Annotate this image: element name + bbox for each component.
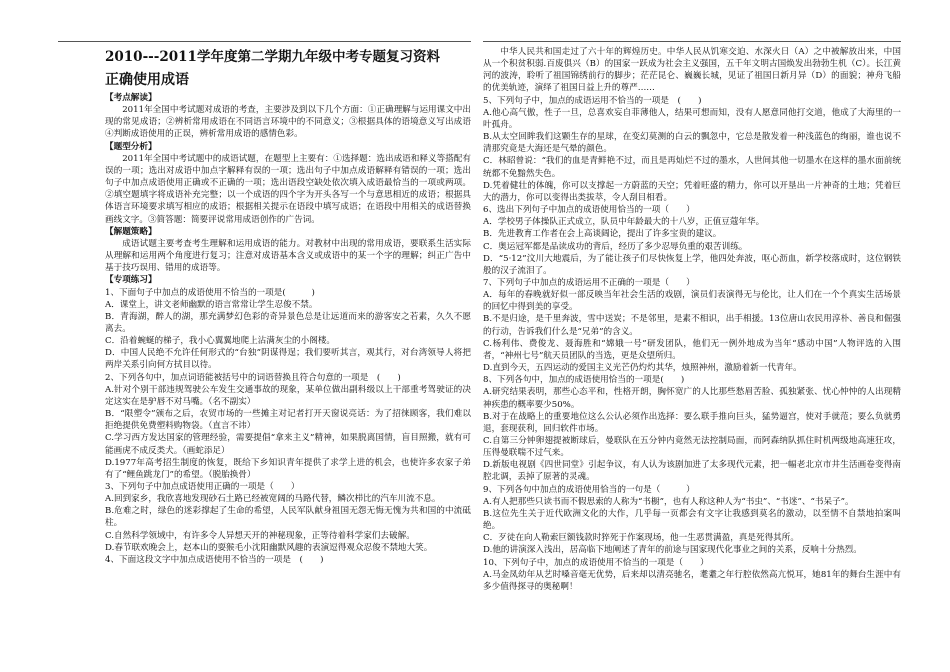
section-heading: 【专项练习】 [105,275,157,286]
question-option: D.1977年高考招生制度的恢复，既给下乡知识青年提供了求学上进的机会，也使许多农家子弟有了“鲤鱼跳龙门”的希望。（脱胎换骨） [105,457,471,480]
question-stem: 5、下列句子中，加点的成语运用不恰当的一项是 ( ) [483,95,702,106]
question-option: D.直到今天，五四运动的爱国主义光芒仍灼灼其华，烛照神州，激励着新一代青年。 [483,363,802,374]
question-option: A．课堂上，讲文老师幽默的语言常常让学生忍俊不禁。 [105,299,318,310]
top-rule-left [58,41,471,42]
question-option: D．“5·12”汶川大地震后，为了能让孩子们尽快恢复上学，他四处奔波，呕心沥血，新学校落成时，这位钢铁般的汉子流泪了。 [483,253,901,276]
question-option: A.有人把那些只读书而不假思索的人称为“书橱”，也有人称这种人为“书虫”、“书迷”、“书呆子”。 [483,496,854,507]
question-option: B.从太空回眸我们这颗生存的星球，在变幻莫测的白云的飘忽中，它总是散发着一种浅蓝色的绚丽，谁也说不清那究竟是大海还是气晕的颜色。 [483,132,901,155]
question-stem: 1、下面句子中加点的成语使用不恰当的一项是( ) [105,287,315,298]
question-stem: 9、下列各句中加点的成语使用恰当的一句是（ ） [483,484,695,495]
question-stem: 8、下列各句中，加点的成语使用恰当的一项是( ) [483,375,685,386]
question-option: C．沿着蜿蜒的梯子，我小心翼翼地爬上沾满灰尘的小阁楼。 [105,336,336,347]
question-option: D．中国人民绝不允许任何形式的“台独”阴谋得逞；我们要听其言，观其行，对台湾领导人将把两岸关系引向何方拭目以待。 [105,348,471,371]
question-option: A.研究结果表明，那些心态平和，性格开朗，胸怀宽广的人比那些愁眉苦脸、孤独紧张、忧心忡忡的人出现精神疾患的概率要少50%。 [483,387,901,410]
question-option: A．每年的春晚就好似一部反映当年社会生活的戏剧，演员们表演得无与伦比，让人们在一个个真实生活场景的回忆中得到美的享受。 [483,290,901,313]
question-option: B.这位先生关于近代欧洲文化的大作，几乎每一页都会有文字让我感到莫名的激动，以至情不自禁地拍案叫绝。 [483,508,901,532]
question-option: C．奥运冠军都是品读成功的背后，经历了多少忍辱负重的艰苦训练。 [483,241,748,252]
question-option: B．“限塑令”颁布之后，农贸市场的一些摊主对记者打开天窗说亮话：为了招徕顾客，我们难以拒绝提供免费塑料购物袋。（直言不讳） [105,409,471,432]
question-stem: 6、选出下列句子中加点的成语使用恰当的一项（ ） [483,205,695,216]
section-body: 成语试题主要考查考生理解和运用成语的能力。对教材中出现的常用成语，要联系生活实际从理解和运用两个角度进行复习；注意对成语基本含义或成语中的某一个字的理解；纠正广告中基于技巧误用、错用的成语等。 [105,238,471,274]
question-option: A.回到家乡，我欣喜地发现砂石土路已经被宽阔的马路代替，鳞次栉比的汽车川流不息。 [105,494,441,505]
question-option: C．歹徒在向人勒索巨额钱款时猝死于作案现场，他一生恶贯满盈，真是死得其所。 [483,533,799,544]
question-option: B．先进教育工作者在会上高谈阔论，提出了许多宝贵的建议。 [483,229,722,240]
question-option: B．青海湖，醉人的湖，那充满梦幻色彩的奇异景色总是让远道而来的游客安之若素，久久不愿离去。 [105,311,471,334]
section-body: 2011年全国中考试题对成语的考查，主要涉及到以下几个方面：①正确理解与运用课文中出现的常见成语；②辨析常用成语在不同语言环境中的不同意义；③根据具体的语境意义写出成语④判断成语使用的正误，辨析常用成语的感情色彩。 [105,105,471,140]
question-stem: 10、下列句子中，加点的成语使用不恰当的一项是（ ） [483,557,709,568]
top-rule-right [483,41,901,42]
question-stem: 2、下列各句中，加点词语能被括号中的词语替换且符合句意的一项是 ( ) [105,372,401,383]
right-column [483,46,901,593]
question-passage: 中华人民共和国走过了六十年的辉煌历史。中华人民从饥寒交迫、水深火日（A）之中被解放出来，中国从一个积贫积弱.百废俱兴（B）的国家一跃成为社会主义强国，五千年文明古国焕发出勃勃生机（C）。长江黄河的波涛，聆听了祖国锦绣前行的脚步；茫茫昆仑、巍巍长城，见证了祖国日新月异（D）的面貌；神舟飞船的优美轨迹，演绎了祖国日益上升的尊严…… [483,47,901,94]
section-heading: 【题型分析】 [105,141,157,152]
question-option: C.自然科学领域中，有许多令人异想天开的神秘现象，正等待着科学家们去破解。 [105,530,415,541]
question-option: C.杨利伟、费俊龙、聂海胜和“嫦娥一号”研发团队，他们无一例外地成为当年“感动中国”人物评选的入围者，“神州七号”航天员团队的当选，更是众望所归。 [483,338,901,361]
question-option: D.新版电视剧《四世同堂》引起争议，有人认为该剧加进了太多现代元素，把一幅老北京市井生活画卷变得南腔北调，丢掉了原著的灵魂。 [483,460,901,483]
document-title: 2010---2011学年度第二学期九年级中考专题复习资料 [105,49,440,65]
question-stem: 3、下列句子中加点成语使用正确的一项是（ ） [105,482,300,492]
question-option: A．学校男子体操队正式成立，队员中年龄最大的十八岁，正值豆蔻年华。 [483,217,765,228]
question-option: A.针对个别干部违规驾驶公车发生交通事故的现象，某单位做出副科级以上干部重考驾驶证的决定这实在是驴唇不对马嘴。（名不副实） [105,384,471,407]
question-option: D.凭着健壮的体魄，你可以支撑起一方蔚蓝的天空；凭着旺盛的精力，你可以开垦出一片神奇的土地；凭着巨大的潜力，你可以变得出类拔萃，令人刮目相看。 [483,180,901,203]
question-option: A.马金凤幼年从艺时嗓音毫无优势，后来却以清亮驰名，耄耋之年行腔依然高亢悦耳，她81年的舞台生涯中有多少值得探寻的奥秘啊！ [483,569,901,592]
section-heading: 【考点解读】 [105,93,157,103]
question-option: B.危难之时，绿色的迷彩撑起了生命的希望，人民军队献身祖国无怨无悔无愧为共和国的中流砥柱。 [105,506,471,529]
document-subtitle: 正确使用成语 [105,72,189,88]
question-option: C.学习西方发达国家的管理经验，需要提倡“拿来主义”精神，如果脱离国情，盲目照搬，就有可能画虎不成反类犬。（画蛇添足） [105,433,471,456]
section-heading: 【解题策略】 [105,226,157,237]
question-option: C．林昭曾说：“我们的血是青鲜艳不过，而且是再灿烂不过的墨水，人世间其他一切墨水在这样的墨水面前统统都不免黯然失色。 [483,156,901,179]
question-option: D.他的讲演深入浅出，居高临下地阐述了青年的前途与国家现代化事业之间的关系，反响十分热烈。 [483,545,862,556]
question-option: D.春节联欢晚会上，赵本山的耍猴毛小沈阳幽默风趣的表演逗得观众忍俊不禁地大笑。 [105,542,433,553]
question-option: B.不是归途，是千里奔波，雪中送炭；不是邻里，是素不相识，出手相援。13位唐山农民用淳朴、善良和倔强的行动，告诉我们什么是“兄弟”的含义。 [483,314,901,337]
question-stem: 7、下列句子中加点的成语运用不正确的一项是（ ） [483,277,695,288]
section-body: 2011年全国中考试题中的成语试题，在题型上主要有：①选择题：选出成语和释义等搭配有误的一项；选出对成语中加点字解释有误的一项；选出句子中加点成语解释有错误的一项；选出句子中加点成语使用正确或不正确的一项；选出语段空缺处依次填入成语最恰当的一项或两项。②填空题填字将成语补充完整；以一个成语的四个字为开头各写一个与意思相近的成语；根据具体语言环境要求填写相应的成语；根据相关提示在语段中填写成语；在语段中用相关的成语替换画线文字。③简答题：简要评说常用成语创作的广告词。 [105,153,471,225]
left-column [105,46,471,566]
question-option: B.对于在战略上的重要地位这么公认必须作出选择：要么联手推向巨头，猛势逼宫，使对手就范；要么负就勇退，套现获利，回归软件市场。 [483,411,901,434]
question-option: C.自第三分钟卵翅提被断球后，曼联队在五分钟内竟然无法控制局面，而阿森纳队抓住时机两级地高速狂攻，压得曼联喘不过气来。 [483,436,901,459]
question-option: A.他心高气傲，性子一旦，总喜欢妄自菲薄他人，结果可想而知，没有人愿意同他打交道，他成了大海里的一叶孤舟。 [483,107,901,130]
question-stem: 4、下面这段文字中加点成语使用不恰当的一项是 ( ) [105,554,324,565]
